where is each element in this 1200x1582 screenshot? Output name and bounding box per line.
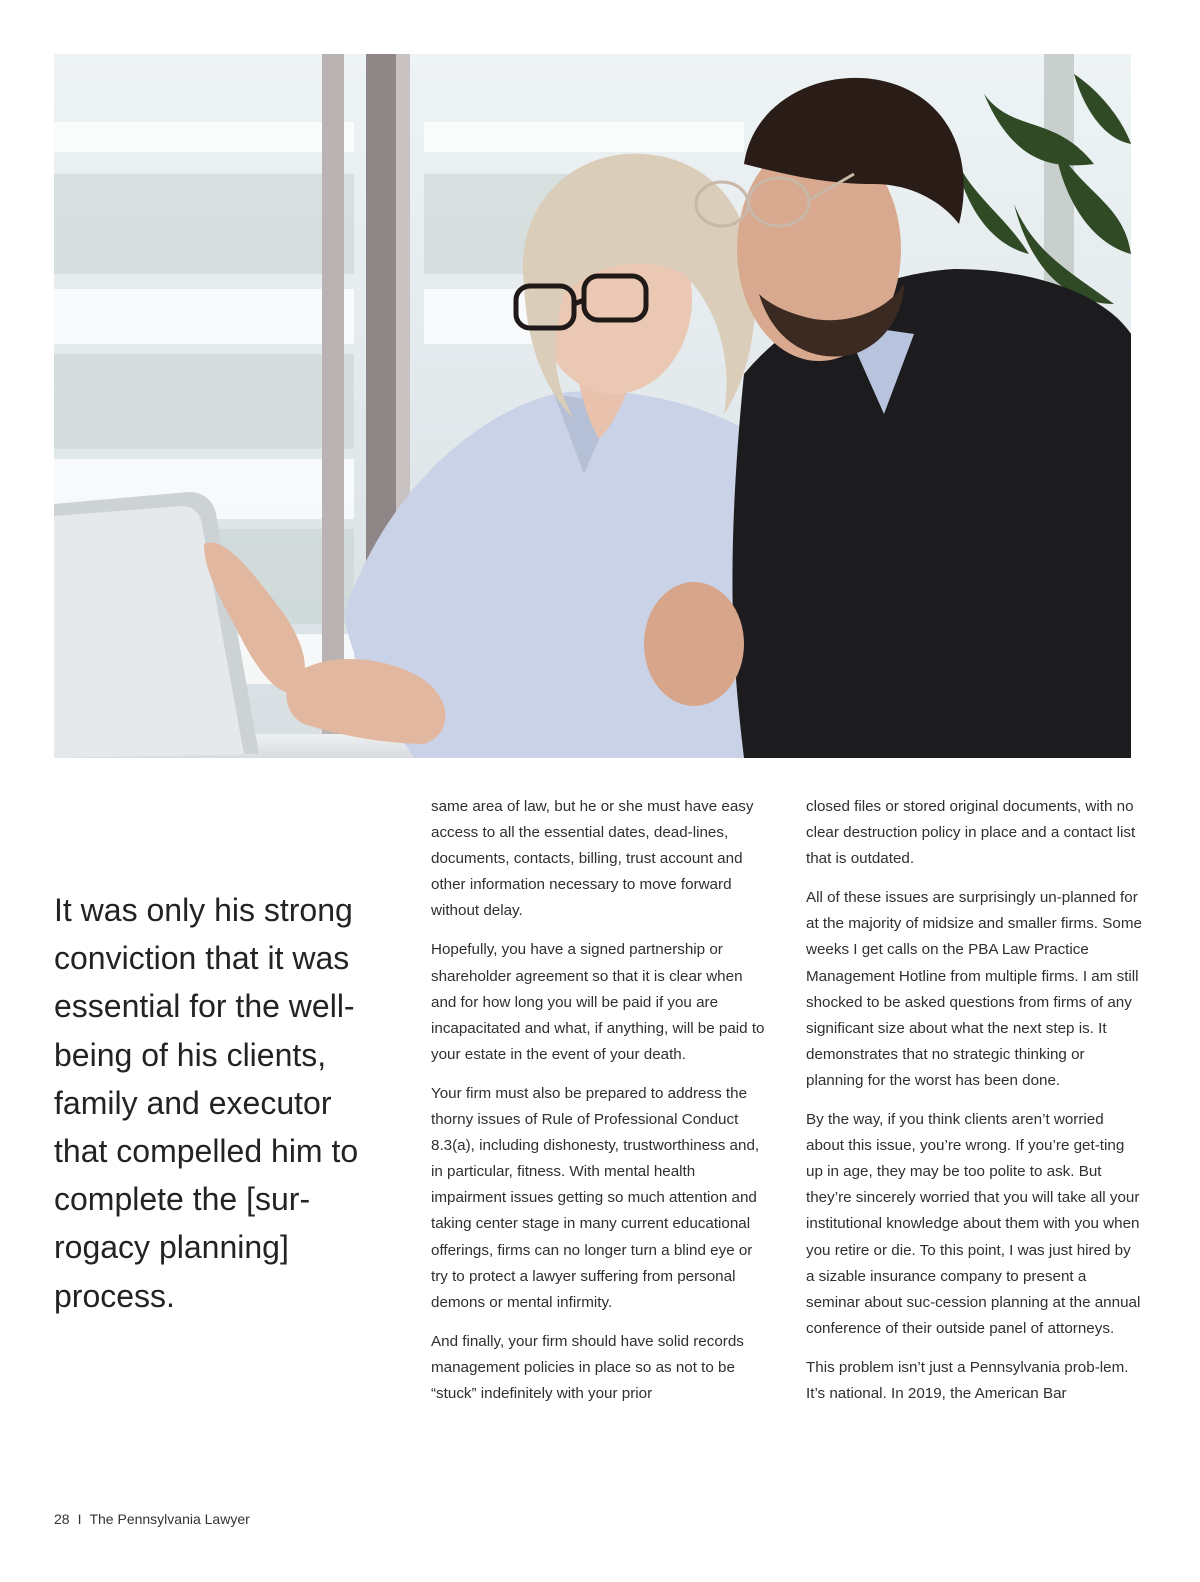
footer-separator: I	[77, 1511, 82, 1527]
page-number: 28	[54, 1511, 70, 1527]
body-paragraph: closed files or stored original documents, with no clear destruction policy in place and a contact list that is outdated.	[806, 798, 1136, 868]
page-footer	[54, 1511, 250, 1527]
article-column-2	[806, 794, 1142, 1420]
article-photo	[54, 54, 1131, 758]
body-paragraph: Your firm must also be prepared to address the thorny issues of Rule of Professional Conduct 8.3(a), including dishonesty, trustworthiness and, in particular, fitness. With mental health impairment issues getting so much attention and taking center stage in many current educational offerings, firms can no longer turn a blind eye or try to protect a lawyer suffering from personal demons or mental infirmity.	[431, 1084, 760, 1311]
pull-quote: It was only his strong conviction that it was essential for the well-being of his clients, family and executor that compelled him to complete the [sur-rogacy planning] process.	[54, 892, 359, 1314]
body-paragraph: All of these issues are surprisingly un-planned for at the majority of midsize and smaller firms. Some weeks I get calls on the PBA Law Practice Management Hotline from multiple firms. I am still shocked to be asked questions from firms of any significant size about what the next step is. It demonstrates that no strategic thinking or planning for the worst has been done.	[806, 889, 1142, 1089]
body-paragraph: Hopefully, you have a signed partnership or shareholder agreement so that it is clear when and for how long you will be paid if you are incapacitated and what, if anything, will be paid to your estate in the event of your death.	[431, 941, 765, 1063]
office-photo-illustration	[54, 54, 1131, 758]
body-paragraph: same area of law, but he or she must have easy access to all the essential dates, dead-lines, documents, contacts, billing, trust account and other information necessary to move forward without delay.	[431, 798, 754, 920]
body-paragraph: And finally, your firm should have solid records management policies in place so as not to be “stuck” indefinitely with your prior	[431, 1332, 744, 1402]
publication-name: The Pennsylvania Lawyer	[89, 1511, 250, 1527]
body-paragraph: By the way, if you think clients aren’t worried about this issue, you’re wrong. If you’re get-ting up in age, they may be too polite to ask. But they’re sincerely worried that you will take all your institutional knowledge about them with you when you retire or die. To this point, I was just hired by a sizable insurance company to present a seminar about suc-cession planning at the annual conference of their outside panel of attorneys.	[806, 1111, 1141, 1337]
article-column-1	[431, 794, 767, 1420]
body-paragraph: This problem isn’t just a Pennsylvania prob-lem. It’s national. In 2019, the American Bar	[806, 1358, 1129, 1402]
